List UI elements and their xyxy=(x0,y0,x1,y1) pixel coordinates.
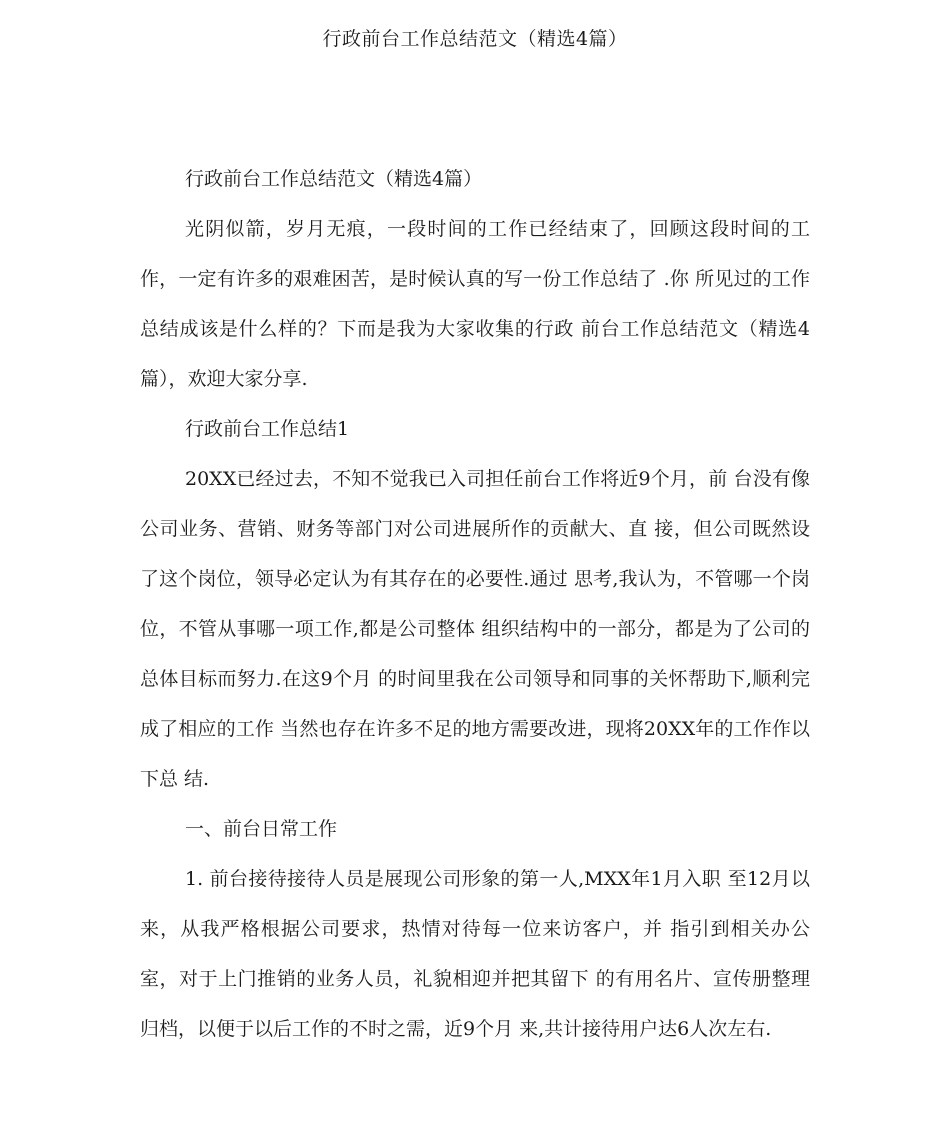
intro-paragraph: 光阴似箭，岁月无痕，一段时间的工作已经结束了，回顾这段时间的工作，一定有许多的艰难困苦，是时候认真的写一份工作总结了 .你 所见过的工作总结成该是什么样的？下而是我为大家收集的行政 前台工作总结范文（精选4篇），欢迎大家分享. xyxy=(140,218,810,390)
heading-daily-work: 一、前台日常工作 xyxy=(185,818,338,840)
section-1-title: 行政前台工作总结1 xyxy=(185,418,350,440)
item-1-paragraph: 1. 前台接待接待人员是展现公司形象的第一人,MXX年1月入职 至12月以来，从我严格根据公司要求，热情对待每一位来访客户，并 指引到相关办公室，对于上门推销的业务人员，礼貌相迎并把其留下 的有用名片、宣传册整理归档，以便于以后工作的不时之需，近9个月 来,共计接待用户达6人次左右. xyxy=(140,868,810,1040)
article-body xyxy=(140,154,810,1054)
article-subtitle: 行政前台工作总结范文（精选4篇） xyxy=(185,168,483,190)
section-1-paragraph: 20XX已经过去，不知不觉我已入司担任前台工作将近9个月，前 台没有像公司业务、营销、财务等部门对公司进展所作的贡献大、直 接，但公司既然设了这个岗位，领导必定认为有其存在的必要性.通过 思考,我认为，不管哪一个岗位，不管从事哪一项工作,都是公司整体 组织结构中的一部分，都是为了公司的总体目标而努力.在这9个月 的时间里我在公司领导和同事的关怀帮助下,顺利完成了相应的工作 当然也存在许多不足的地方需要改进，现将20XX年的工作作以下总 结. xyxy=(140,468,810,790)
page-header-title: 行政前台工作总结范文（精选4篇） xyxy=(322,28,628,50)
